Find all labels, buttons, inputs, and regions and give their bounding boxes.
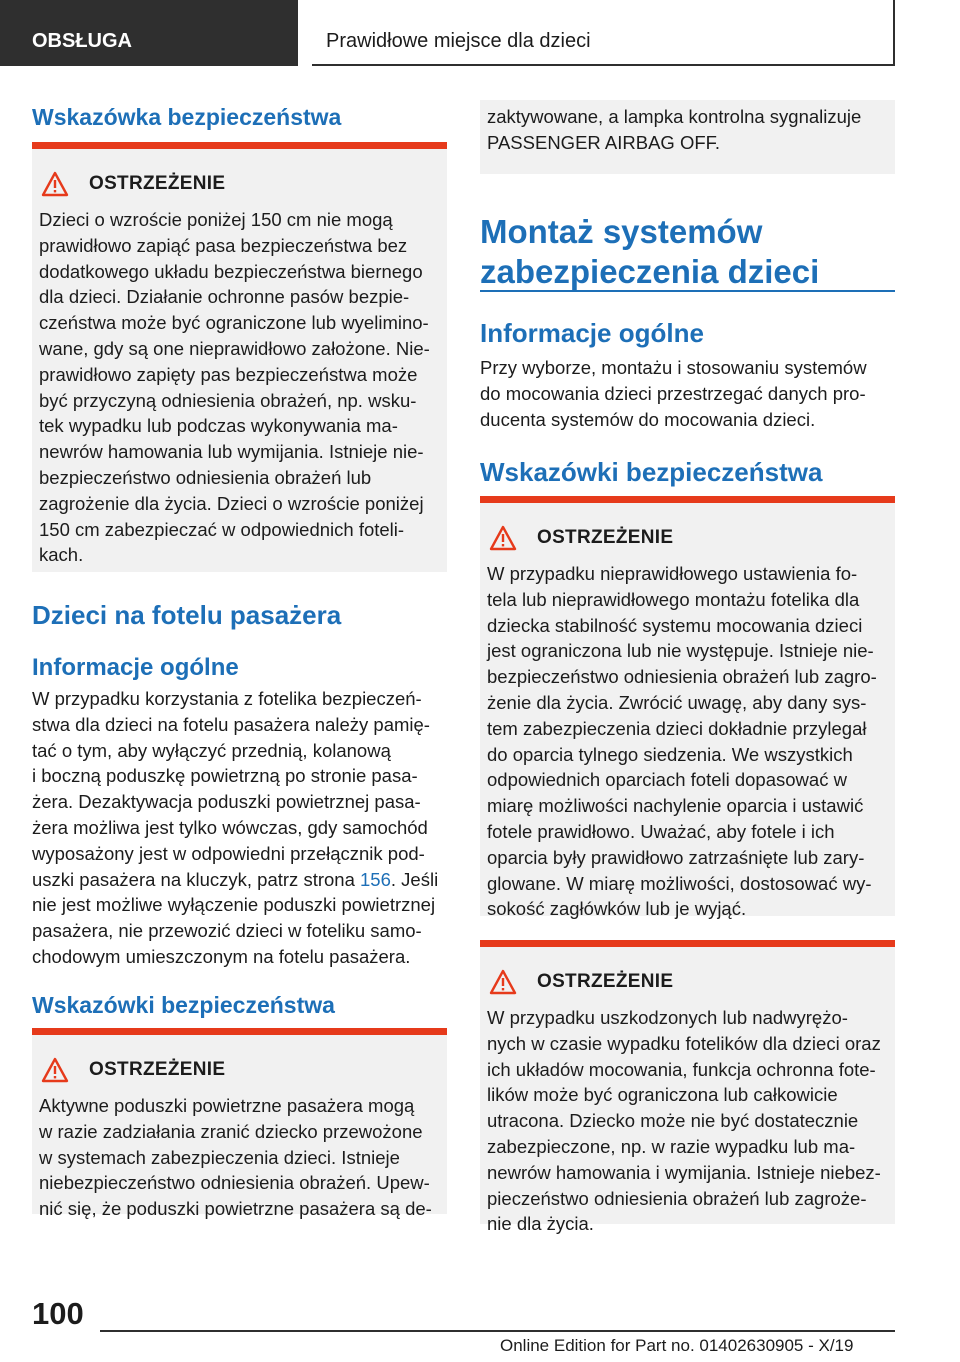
heading-safety-tip: Wskazówka bezpieczeństwa <box>32 104 342 130</box>
page-header <box>0 0 960 66</box>
warning-box-seatbelt <box>32 142 447 572</box>
warning-text: W przypadku uszkodzonych lub nadwyrężo- nych w czasie wypadku fotelików dla dzieci oraz ich układów mocowania, funkcja ochronna fote- lików może być ograniczona lub całkowicie utracona. Dziecko może nie być dostatecznie zabezpieczone, np. w razie wypadku lub ma- newrów hamowania i wymijania. Istnieje niebez- pieczeństwo odniesienia obrażeń lub zagroże- nie dla życia. <box>487 1007 881 1235</box>
warning-text: zaktywowane, a lampka kontrolna sygnalizuje PASSENGER AIRBAG OFF. <box>487 106 862 153</box>
heading-safety-tips: Wskazówki bezpieczeństwa <box>32 992 335 1018</box>
heading-mounting-systems: Montaż systemów zabezpieczenia dzieci <box>480 213 820 290</box>
warning-box-airbag <box>32 1028 447 1220</box>
info-text-part: W przypadku korzystania z fotelika bezpieczeń- stwa dla dzieci na fotelu pasażera należy pamię- tać o tym, aby wyłączyć przednią, kolanową i boczną poduszkę powietrzną po stronie pasa- żera. Dezaktywacja poduszki powietrznej pasa- żera możliwa jest tylko wówczas, gdy samochód wyposażony jest w odpowiedni przełącznik pod- uszki pasażera na kluczyk, patrz strona <box>32 688 430 890</box>
footer-rule <box>100 1330 895 1332</box>
heading-general-info: Informacje ogólne <box>32 654 239 681</box>
warning-bar <box>480 940 895 947</box>
warning-triangle-icon <box>489 969 517 995</box>
warning-bar <box>32 142 447 149</box>
warning-title: OSTRZEŻENIE <box>537 527 674 548</box>
heading-passenger-seat: Dzieci na fotelu pasażera <box>32 600 342 630</box>
warning-header <box>32 149 447 201</box>
warning-title: OSTRZEŻENIE <box>89 1059 226 1080</box>
warning-text: Aktywne poduszki powietrzne pasażera mogą w razie zadziałania zranić dziecko przewożone w systemach zabezpieczenia dzieci. Istnieje niebezpieczeństwo odniesienia obrażeń. Upew- nić się, że poduszki powietrzne pasażera są de- <box>39 1095 432 1220</box>
general-info-text <box>32 686 452 970</box>
info-text-part: . Jeśli nie jest możliwe wyłączenie poduszki powietrznej pasażera, nie przewozić dzieci w foteliku samo- chodowym umieszczonym na fotelu pasażera. <box>32 868 439 967</box>
warning-box-damaged <box>480 940 895 1235</box>
warning-header <box>480 947 895 999</box>
page-number: 100 <box>32 1296 84 1331</box>
general-info-text: Przy wyborze, montażu i stosowaniu systemów do mocowania dzieci przestrzegać danych pro- ducenta systemów do mocowania dzieci. <box>480 357 867 430</box>
warning-header <box>480 503 895 555</box>
warning-triangle-icon <box>489 525 517 551</box>
warning-box-continued <box>480 100 895 174</box>
heading-underline <box>480 290 895 292</box>
warning-title: OSTRZEŻENIE <box>89 173 226 194</box>
warning-triangle-icon <box>41 171 69 197</box>
page-link-156[interactable]: 156 <box>360 868 391 890</box>
warning-triangle-icon <box>41 1057 69 1083</box>
edition-text: Online Edition for Part no. 01402630905 - X/19 <box>500 1336 854 1355</box>
warning-header <box>32 1035 447 1087</box>
warning-bar <box>32 1028 447 1035</box>
chapter-title: Prawidłowe miejsce dla dzieci <box>312 0 895 66</box>
warning-title: OSTRZEŻENIE <box>537 971 674 992</box>
warning-text: Dzieci o wzroście poniżej 150 cm nie mogą prawidłowo zapiąć pasa bezpieczeństwa bez dodatkowego układu bezpieczeństwa biernego dla dzieci. Działanie ochronne pasów bezpie- czeństwa może być ograniczone lub wyelimino- wane, gdy są one nieprawidłowo założone. Nie- prawidłowo zapięty pas bezpieczeństwa może być przyczyną odniesienia obrażeń, np. wsku- tek wypadku lub podczas wykonywania ma- newrów hamowania lub wymijania. Istnieje nie- bezpieczeństwo odniesienia obrażeń lub zagrożenie dla życia. Dzieci o wzroście poniżej 150 cm zabezpieczać w odpowiednich foteli- kach. <box>39 209 430 566</box>
warning-box-mounting <box>480 496 895 920</box>
heading-general-info: Informacje ogólne <box>480 318 704 348</box>
warning-bar <box>480 496 895 503</box>
warning-text: W przypadku nieprawidłowego ustawienia fo- tela lub nieprawidłowego montażu fotelika dla dziecka stabilność systemu mocowania dzieci jest ograniczona lub nie występuje. Istnieje nie- bezpieczeństwo odniesienia obrażeń lub zagro- żenie dla życia. Zwrócić uwagę, aby dany sys- tem zabezpieczenia dzieci dokładnie przylegał do oparcia tylnego siedzenia. We wszystkich odpowiednich oparciach foteli dopasować w miarę możliwości nachylenie oparcia i ustawić fotele prawidłowo. Uważać, aby fotele i ich oparcia były prawidłowo zatrzaśnięte lub zary- glowane. W miarę możliwości, dostosować wy- sokość zagłówków lub je wyjąć. <box>487 563 877 920</box>
heading-safety-tips: Wskazówki bezpieczeństwa <box>480 457 823 487</box>
section-label: OBSŁUGA <box>0 0 298 66</box>
